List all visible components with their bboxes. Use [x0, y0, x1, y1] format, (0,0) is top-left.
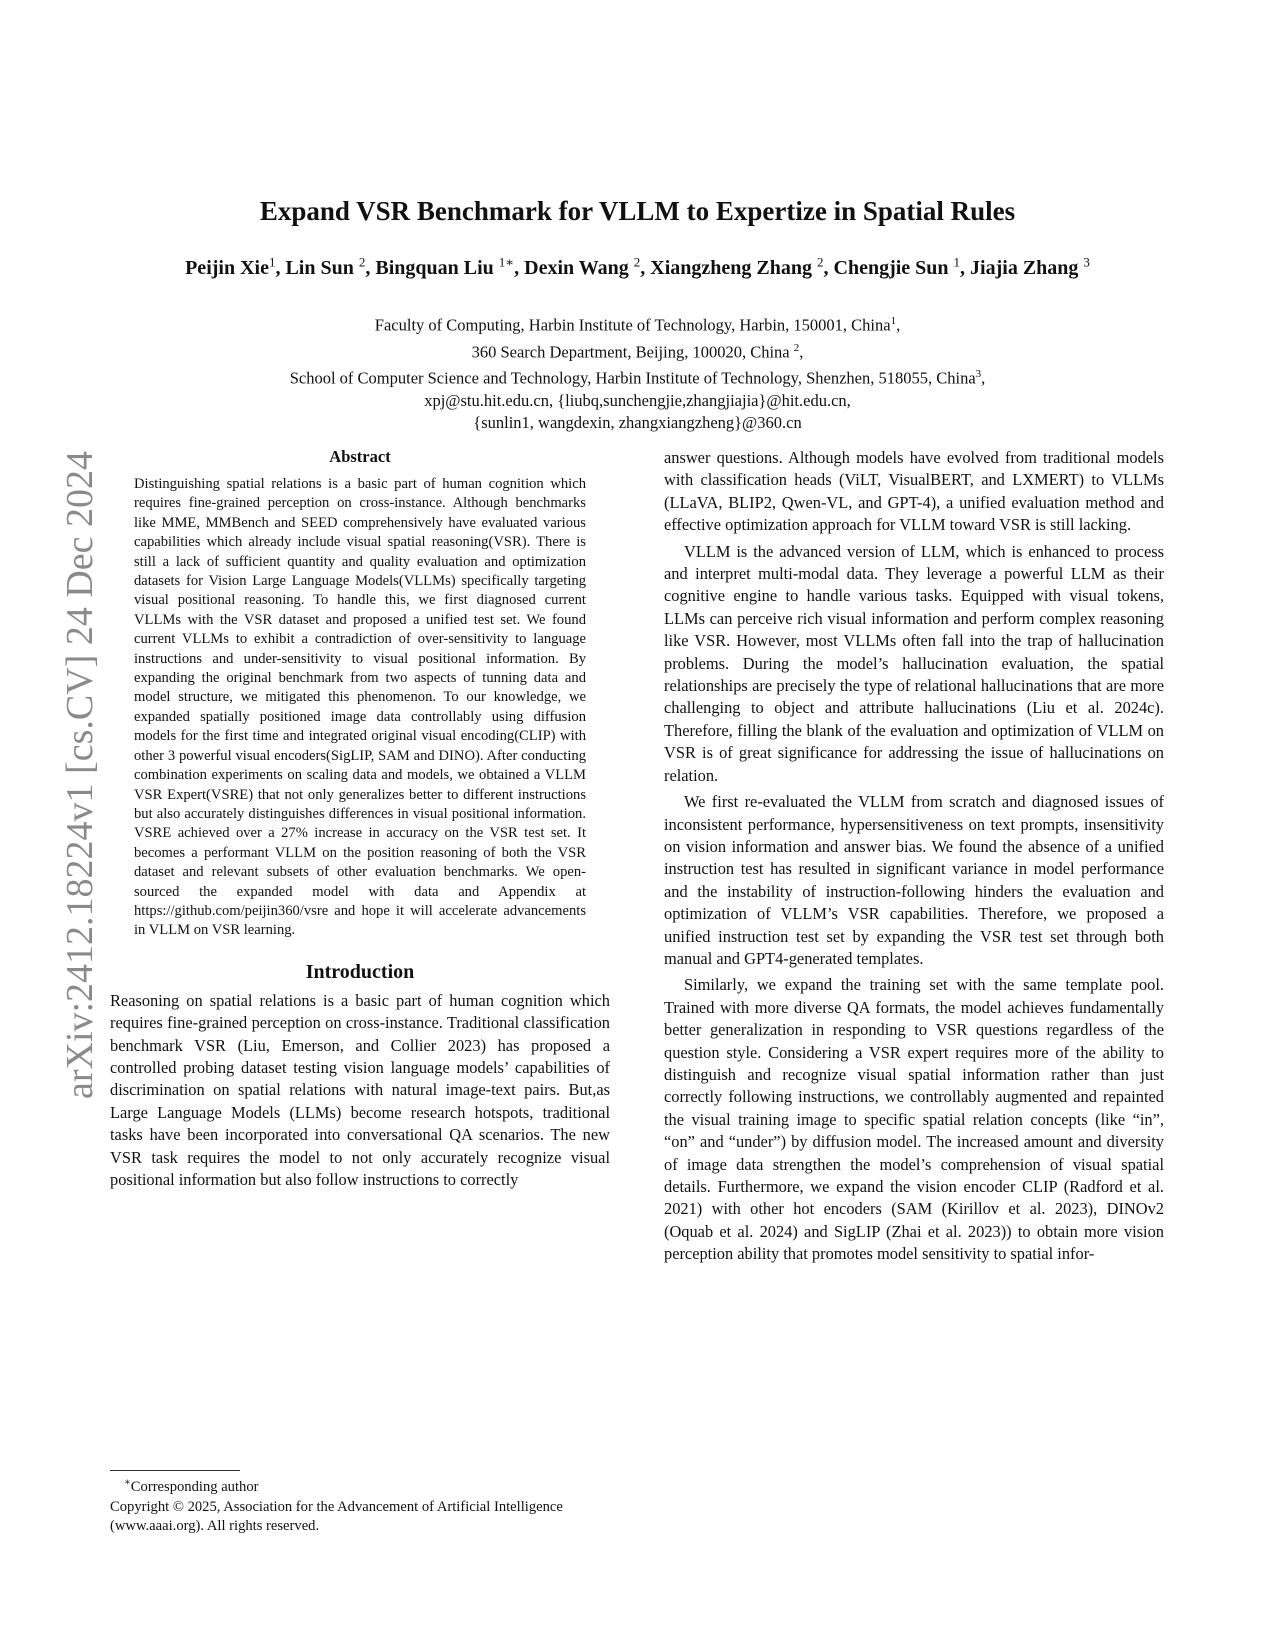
abstract-heading: Abstract	[329, 447, 391, 466]
author: Xiangzheng Zhang $^2$,	[650, 254, 834, 279]
affiliation-line: School of Computer Science and Technology, Harbin Institute of Technology, Shenzhen, 518055, China$^3$,	[289, 368, 986, 388]
author: Jiajia Zhang $^3$	[970, 254, 1090, 279]
email-line: xpj@stu.hit.edu.cn, {liubq,sunchengjie,zhangjiajia}@hit.edu.cn,	[424, 390, 851, 410]
introduction-paragraph: Reasoning on spatial relations is a basic part of human cognition which requires fine-grained perception on cross-instance. Traditional classification benchmark VSR (Liu, Emerson, and Collier 2023) has proposed a controlled probing dataset testing vision language models’ capabilities of discrimination on spatial relations with natural image-text pairs. But,as Large Language Models (LLMs) become research hotspots, traditional tasks have been incorporated into conversational QA scenarios. The new VSR task requires the model to not only accurately recognize visual positional information but also follow instructions to correctly	[110, 990, 610, 1189]
author: Bingquan Liu $^{1∗}$,	[375, 254, 525, 279]
corresponding-author-note: ∗Corresponding author	[124, 1477, 259, 1495]
affiliation-line: 360 Search Department, Beijing, 100020, China $^2$,	[471, 341, 804, 361]
author-list	[115, 248, 1160, 282]
body-paragraph: Similarly, we expand the training set with the same template pool. Trained with more diverse QA formats, the model achieves fundamentally better generalization in responding to VSR questions regardless of the question style. Considering a VSR expert requires more of the ability to distinguish and recognize visual spatial information rather than just correctly following instructions, we controllably augmented and repainted the visual training image to specific spatial relation concepts (like “in”, “on” and “under”) by diffusion model. The increased amount and diversity of image data strengthen the model’s comprehension of visual spatial details. Furthermore, we expand the vision encoder CLIP (Radford et al. 2021) with other hot encoders (SAM (Kirillov et al. 2023), DINOv2 (Oquab et al. 2024) and SigLIP (Zhai et al. 2023)) to obtain more vision perception ability that promotes model sensitivity to spatial infor-	[664, 975, 1164, 1264]
arxiv-side-stamp: arXiv:2412.18224v1 [cs.CV] 24 Dec 2024	[59, 451, 101, 1100]
body-paragraph: We first re-evaluated the VLLM from scratch and diagnosed issues of inconsistent performance, hypersensitiveness on text prompts, insensitivity on vision information and answer bias. We found the absence of a unified instruction test has resulted in significant variance in model performance and the instability of instruction-following hinders the evaluation and optimization of VLLM’s VSR capabilities. Therefore, we proposed a unified instruction test set by expanding the VSR test set through both manual and GPT4-generated templates.	[664, 792, 1164, 968]
author: Chengjie Sun $^1$,	[833, 254, 971, 279]
copyright-notice: Copyright © 2025, Association for the Advancement of Artificial Intelligence (www.aaai.org). All rights reserved.	[110, 1498, 563, 1534]
footnote	[110, 1473, 610, 1536]
body-paragraph: answer questions. Although models have evolved from traditional models with classification heads (ViLT, VisualBERT, and LXMERT) to VLLMs (LLaVA, BLIP2, Qwen-VL, and GPT-4), a unified evaluation method and effective optimization approach for VLLM toward VSR is still lacking.	[664, 448, 1164, 535]
left-column	[110, 447, 610, 1191]
author: Lin Sun $^2$,	[285, 254, 376, 279]
introduction-heading: Introduction	[305, 960, 415, 983]
author: Peijin Xie$^1$,	[185, 254, 286, 279]
affiliation-line: Faculty of Computing, Harbin Institute of Technology, Harbin, 150001, China$^1$,	[374, 315, 901, 335]
author: Dexin Wang $^2$,	[524, 254, 651, 279]
footnote-divider	[110, 1470, 240, 1471]
affiliation-block	[140, 310, 1135, 434]
abstract-body: Distinguishing spatial relations is a basic part of human cognition which requires fine-grained perception on cross-instance. Although benchmarks like MME, MMBench and SEED comprehensively have evaluated various capabilities which already include visual spatial reasoning(VSR). There is still a lack of sufficient quantity and quality evaluation and optimization datasets for Vision Large Language Models(VLLMs) specifically targeting visual positional reasoning. To handle this, we first diagnosed current VLLMs with the VSR dataset and proposed a unified test set. We found current VLLMs to exhibit a contradiction of over-sensitivity to language instructions and under-sensitivity to visual positional information. By expanding the original benchmark from two aspects of tunning data and model structure, we mitigated this phenomenon. To our knowledge, we expanded spatially positioned image data controllably using diffusion models for the first time and integrated original visual encoding(CLIP) with other 3 powerful visual encoders(SigLIP, SAM and DINO). After conducting combination experiments on scaling data and models, we obtained a VLLM VSR Expert(VSRE) that not only generalizes better to different instructions but also accurately distinguishes differences in visual positional information. VSRE achieved over a 27% increase in accuracy on the VSR test set. It becomes a performant VLLM on the position reasoning of both the VSR dataset and relevant subsets of other evaluation benchmarks. We open-sourced the expanded model with data and Appendix at https://github.com/peijin360/vsre and hope it will accelerate advancements in VLLM on VSR learning.	[134, 476, 586, 939]
right-column	[664, 447, 1164, 1266]
body-paragraph: VLLM is the advanced version of LLM, which is enhanced to process and interpret multi-modal data. They leverage a powerful LLM as their cognitive engine to handle various tasks. Equipped with visual tokens, LLMs can perceive rich visual information and perform complex reasoning like VSR. However, most VLLMs often fall into the trap of hallucination problems. During the model’s hallucination evaluation, the spatial relationships are precisely the type of relational hallucinations that are more challenging to object and attribute hallucinations (Liu et al. 2024c). Therefore, filling the blank of the evaluation and optimization of VLLM on VSR is of great significance for addressing the issue of hallucinations on relation.	[664, 541, 1164, 785]
email-line: {sunlin1, wangdexin, zhangxiangzheng}@360.cn	[473, 412, 802, 432]
paper-title: Expand VSR Benchmark for VLLM to Expertize in Spatial Rules	[259, 196, 1016, 226]
